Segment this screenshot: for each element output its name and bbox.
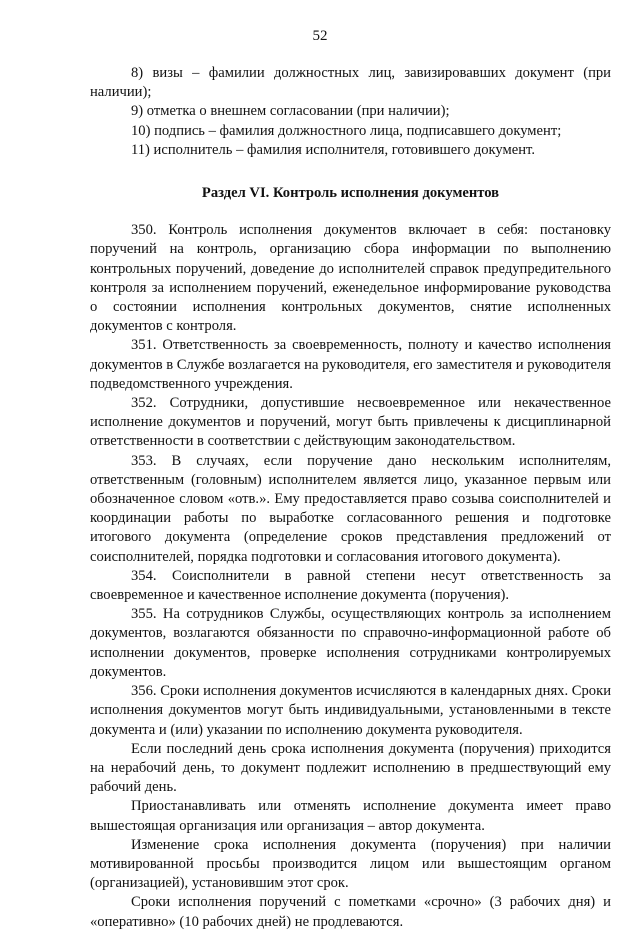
section-heading: Раздел VI. Контроль исполнения документов (201, 185, 500, 202)
page-content (90, 64, 611, 932)
paragraph-urgent-terms: Сроки исполнения поручений с пометками «срочно» (3 рабочих дня) и «оперативно» (10 рабочих дней) не продлеваются. (90, 894, 611, 930)
paragraph-deadline-change: Изменение срока исполнения документа (поручения) при наличии мотивированной просьбы производится лицом или вышестоящим органом (организацией), установившим этот срок. (90, 836, 611, 892)
paragraph-355: 355. На сотрудников Службы, осуществляющих контроль за исполнением документов, возлагаются обязанности по справочно-информационной работе об исполнении документов, проверке исполнения сотрудниками контролируемых документов. (90, 606, 611, 680)
paragraph-nonworking-day: Если последний день срока исполнения документа (поручения) приходится на нерабочий день, то документ подлежит исполнению в предшествующий ему рабочий день. (90, 740, 611, 796)
list-item: 11) исполнитель – фамилия исполнителя, готовившего документ. (131, 141, 535, 158)
paragraph-356: 356. Сроки исполнения документов исчисляются в календарных днях. Сроки исполнения документов могут быть индивидуальными, установленными в тексте документа и (или) указании по исполнению документа руководителя. (90, 683, 611, 738)
paragraph-suspension: Приостанавливать или отменять исполнение документа имеет право вышестоящая организация или организация – автор документа. (90, 798, 611, 834)
paragraph-351: 351. Ответственность за своевременность, полноту и качество исполнения документов в Службе возлагается на руководителя, его заместителя и руководителя подведомственного учреждения. (90, 337, 611, 392)
paragraph-353: 353. В случаях, если поручение дано нескольким исполнителям, ответственным (головным) исполнителем является лицо, указанное первым или обозначенное словом «отв.». Ему предоставляется право созыва соисполнителей и координации работы по выработке согласованного решения и подготовке итогового документа (определение сроков представления предложений от соисполнителей, порядка подготовки и согласования итогового документа). (90, 452, 611, 565)
paragraph-354: 354. Соисполнители в равной степени несут ответственность за своевременное и качественное исполнение документа (поручения). (90, 567, 611, 604)
page-number: 52 (312, 28, 328, 44)
paragraph-352: 352. Сотрудники, допустившие несвоевременное или некачественное исполнение документов и поручений, могут быть привлечены к дисциплинарной ответственности в соответствии с действующим законодательством. (90, 395, 611, 450)
list-item: 8) визы – фамилии должностных лиц, завизировавших документ (при наличии); (90, 65, 611, 101)
list-item: 10) подпись – фамилия должностного лица, подписавшего документ; (131, 122, 562, 139)
paragraph-350: 350. Контроль исполнения документов включает в себя: постановку поручений на контроль, организацию сбора информации по выполнению контрольных поручений, доведение до исполнителей справок предупредительного контроля за исполнением поручений, еженедельное информирование руководства о состоянии исполнения контрольных документов, снятие исполненных документов с контроля. (90, 222, 611, 335)
list-item: 9) отметка о внешнем согласовании (при наличии); (131, 103, 450, 120)
